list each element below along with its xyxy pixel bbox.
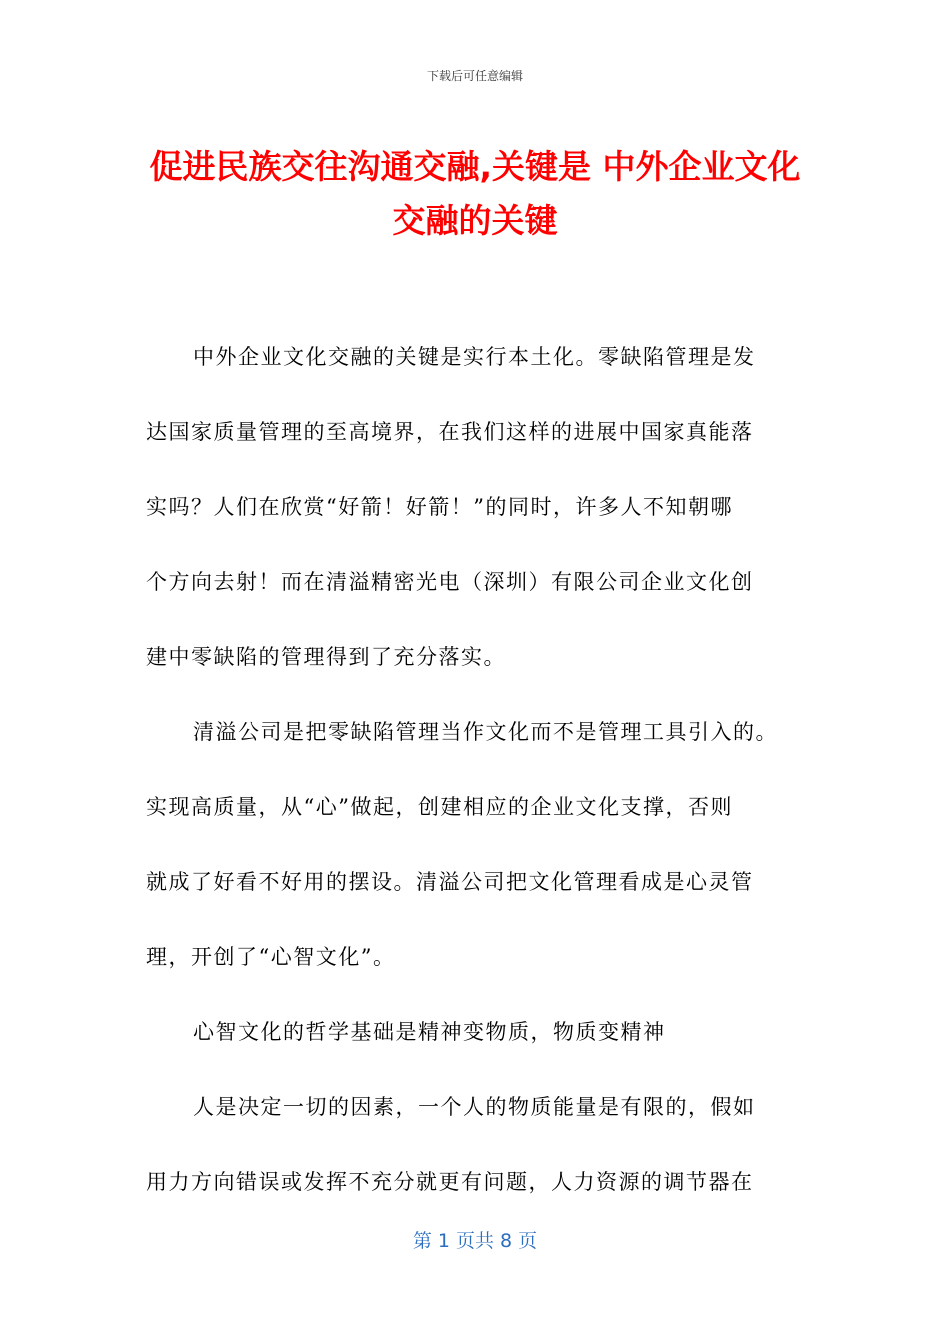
body-line-6: 清溢公司是把零缺陷管理当作文化而不是管理工具引入的。 [193, 720, 778, 744]
body-line-12: 用力方向错误或发挥不充分就更有问题，人力资源的调节器在 [146, 1170, 754, 1194]
body-line-10: 心智文化的哲学基础是精神变物质，物质变精神 [193, 1020, 666, 1044]
title-line-1: 促进民族交往沟通交融,关键是 中外企业文化 [149, 147, 801, 186]
body-line-9: 理，开创了“心智文化”。 [146, 945, 396, 969]
title-line-2: 交融的关键 [392, 201, 558, 240]
page-number-footer: 第 1 页共 8 页 [412, 1230, 538, 1252]
document-title [120, 140, 830, 248]
body-line-5: 建中零缺陷的管理得到了充分落实。 [146, 645, 506, 669]
body-line-8: 就成了好看不好用的摆设。清溢公司把文化管理看成是心灵管 [146, 870, 754, 894]
document-body [146, 320, 806, 1220]
body-line-7: 实现高质量，从“心”做起，创建相应的企业文化支撑，否则 [146, 795, 733, 819]
body-line-4: 个方向去射！而在清溢精密光电（深圳）有限公司企业文化创 [146, 570, 754, 594]
body-line-2: 达国家质量管理的至高境界，在我们这样的进展中国家真能落 [146, 420, 754, 444]
body-line-3: 实吗？人们在欣赏“好箭！好箭！”的同时，许多人不知朝哪 [146, 495, 733, 519]
body-line-1: 中外企业文化交融的关键是实行本土化。零缺陷管理是发 [193, 345, 756, 369]
body-line-11: 人是决定一切的因素，一个人的物质能量是有限的，假如 [193, 1095, 756, 1119]
header-note: 下载后可任意编辑 [426, 69, 523, 83]
